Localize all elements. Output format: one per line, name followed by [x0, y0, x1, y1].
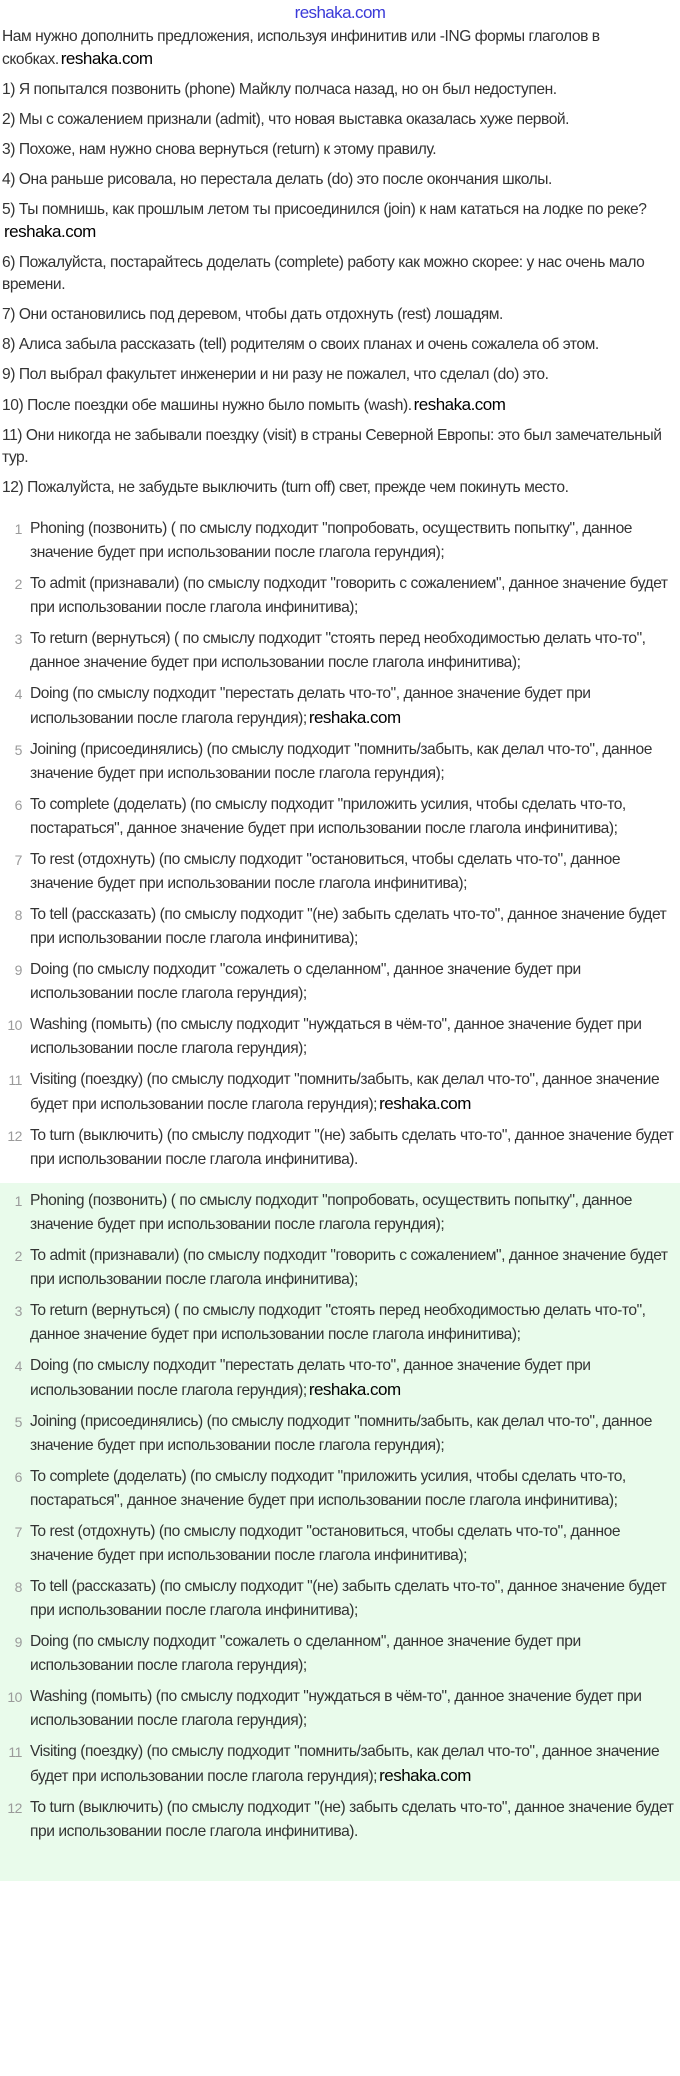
answer-item	[0, 1299, 680, 1347]
question: 9) Пол выбрал факультет инженерии и ни разу не пожалел, что сделал (do) это.	[2, 366, 549, 383]
answer-body	[30, 1630, 674, 1678]
answer-text: To admit (признавали) (по смыслу подходит "говорить с сожалением", данное значение будет при использовании после глагола инфинитива);	[30, 1247, 668, 1288]
question-text: 10) После поездки обе машины нужно было помыть (wash).	[2, 397, 412, 414]
answer-body	[30, 572, 674, 620]
answer-text: Washing (помыть) (по смыслу подходит "нуждаться в чём-то", данное значение будет при использовании после глагола герундия);	[30, 1016, 642, 1057]
watermark: reshaka.com	[308, 1380, 401, 1399]
answer-body	[30, 517, 674, 565]
answer-body	[30, 1013, 674, 1061]
answer-body	[30, 958, 674, 1006]
answer-text: To tell (рассказать) (по смыслу подходит "(не) забыть сделать что-то", данное значение будет при использовании после глагола инфинитива);	[30, 906, 667, 947]
question	[2, 199, 674, 244]
answer-number: 10	[7, 1017, 22, 1033]
watermark: reshaka.com	[308, 708, 401, 727]
answer-item	[0, 1685, 680, 1733]
answer-text: Washing (помыть) (по смыслу подходит "нуждаться в чём-то", данное значение будет при использовании после глагола герундия);	[30, 1688, 642, 1729]
answer-item	[0, 1354, 680, 1403]
watermark: reshaka.com	[379, 1766, 471, 1785]
question	[2, 394, 674, 417]
answer-text: To turn (выключить) (по смыслу подходит "(не) забыть сделать что-то", данное значение будет при использовании после глагола инфинитива).	[30, 1799, 674, 1840]
answer-text: Phoning (позвонить) ( по смыслу подходит "попробовать, осуществить попытку", данное значение будет при использовании после глагола герундия);	[30, 1192, 633, 1233]
answer-body	[30, 1520, 674, 1568]
answer-text: Visiting (поездку) (по смыслу подходит "помнить/забыть, как делал что-то", данное значение будет при использовании после глагола герундия);	[30, 1743, 660, 1785]
answer-text: To rest (отдохнуть) (по смыслу подходит "остановиться, чтобы сделать что-то", данное значение будет при использовании после глагола инфинитива);	[30, 851, 621, 892]
task-questions	[0, 24, 680, 511]
answer-item	[0, 903, 680, 951]
watermark: reshaka.com	[60, 49, 153, 68]
question: 12) Пожалуйста, не забудьте выключить (turn off) свет, прежде чем покинуть место.	[2, 479, 569, 496]
answer-number: 2	[14, 576, 22, 592]
answer-text: To complete (доделать) (по смыслу подходит "приложить усилия, чтобы сделать что-то, постараться", данное значение будет при использовании после глагола инфинитива);	[30, 796, 626, 837]
answer-number: 5	[14, 1414, 22, 1430]
answer-text: Doing (по смыслу подходит "перестать делать что-то", данное значение будет при использовании после глагола герундия);	[30, 685, 591, 727]
answer-item	[0, 793, 680, 841]
answer-text: To rest (отдохнуть) (по смыслу подходит "остановиться, чтобы сделать что-то", данное значение будет при использовании после глагола инфинитива);	[30, 1523, 621, 1564]
answer-body	[30, 627, 674, 675]
answer-body	[30, 1244, 674, 1292]
answer-number: 12	[7, 1800, 22, 1816]
answer-number: 3	[14, 1303, 22, 1319]
answer-body	[30, 793, 674, 841]
answer-text: Phoning (позвонить) ( по смыслу подходит "попробовать, осуществить попытку", данное значение будет при использовании после глагола герундия);	[30, 520, 633, 561]
answer-body	[30, 738, 674, 786]
question: 1) Я попытался позвонить (phone) Майклу полчаса назад, но он был недоступен.	[2, 81, 557, 98]
answer-body	[30, 1465, 674, 1513]
answer-item	[0, 1796, 680, 1844]
answer-item	[0, 572, 680, 620]
answer-item	[0, 1013, 680, 1061]
answer-number: 11	[8, 1072, 22, 1088]
answer-text: Doing (по смыслу подходит "сожалеть о сделанном", данное значение будет при использовании после глагола герундия);	[30, 961, 581, 1002]
answer-item	[0, 1740, 680, 1789]
answer-text: Joining (присоединялись) (по смыслу подходит "помнить/забыть, как делал что-то", данное значение будет при использовании после глагола герундия);	[30, 1413, 652, 1454]
answer-text: To return (вернуться) ( по смыслу подходит "стоять перед необходимостью делать что-то", данное значение будет при использовании после глагола инфинитива);	[30, 1302, 646, 1343]
answers-list	[0, 511, 680, 1183]
answer-item	[0, 1244, 680, 1292]
answer-body	[30, 1796, 674, 1844]
answer-number: 7	[14, 852, 22, 868]
answer-text: Joining (присоединялись) (по смыслу подходит "помнить/забыть, как делал что-то", данное значение будет при использовании после глагола герундия);	[30, 741, 652, 782]
answer-body	[30, 1299, 674, 1347]
answer-text: To admit (признавали) (по смыслу подходит "говорить с сожалением", данное значение будет при использовании после глагола инфинитива);	[30, 575, 668, 616]
answer-item	[0, 1575, 680, 1623]
answer-body	[30, 1354, 674, 1403]
question: 11) Они никогда не забывали поездку (visit) в страны Северной Европы: это был замечательный тур.	[2, 427, 662, 466]
answer-item	[0, 958, 680, 1006]
answer-item	[0, 848, 680, 896]
answer-item	[0, 1465, 680, 1513]
watermark: reshaka.com	[4, 222, 96, 241]
question-text: 5) Ты помнишь, как прошлым летом ты присоединился (join) к нам кататься на лодке по реке?	[2, 201, 647, 218]
question: 4) Она раньше рисовала, но перестала делать (do) это после окончания школы.	[2, 171, 552, 188]
answer-body	[30, 1740, 674, 1789]
question: 3) Похоже, нам нужно снова вернуться (return) к этому правилу.	[2, 141, 437, 158]
answer-number: 3	[14, 631, 22, 647]
answer-text: Visiting (поездку) (по смыслу подходит "помнить/забыть, как делал что-то", данное значение будет при использовании после глагола герундия);	[30, 1071, 660, 1113]
answer-text: Doing (по смыслу подходит "сожалеть о сделанном", данное значение будет при использовании после глагола герундия);	[30, 1633, 581, 1674]
answer-number: 4	[14, 1358, 22, 1374]
answer-number: 2	[14, 1248, 22, 1264]
answer-number: 6	[14, 797, 22, 813]
answer-item	[0, 682, 680, 731]
answer-number: 8	[14, 907, 22, 923]
site-logo-link[interactable]: reshaka.com	[294, 3, 386, 22]
answer-text: To return (вернуться) ( по смыслу подходит "стоять перед необходимостью делать что-то", данное значение будет при использовании после глагола инфинитива);	[30, 630, 646, 671]
answer-number: 11	[8, 1744, 22, 1760]
answer-body	[30, 848, 674, 896]
answer-body	[30, 1575, 674, 1623]
answer-number: 4	[14, 686, 22, 702]
answer-item	[0, 517, 680, 565]
question: 2) Мы с сожалением признали (admit), что новая выставка оказалась хуже первой.	[2, 111, 570, 128]
answer-item	[0, 1124, 680, 1172]
task-intro-paragraph	[2, 26, 674, 71]
answer-text: To complete (доделать) (по смыслу подходит "приложить усилия, чтобы сделать что-то, постараться", данное значение будет при использовании после глагола инфинитива);	[30, 1468, 626, 1509]
watermark: reshaka.com	[413, 395, 506, 414]
answer-text: Doing (по смыслу подходит "перестать делать что-то", данное значение будет при использовании после глагола герундия);	[30, 1357, 591, 1399]
answer-body	[30, 1068, 674, 1117]
answer-number: 10	[7, 1689, 22, 1705]
answer-item	[0, 1410, 680, 1458]
answer-body	[30, 1124, 674, 1172]
answer-body	[30, 1410, 674, 1458]
answer-text: To turn (выключить) (по смыслу подходит "(не) забыть сделать что-то", данное значение будет при использовании после глагола инфинитива).	[30, 1127, 674, 1168]
answers-list-highlighted	[0, 1183, 680, 1881]
question: 8) Алиса забыла рассказать (tell) родителям о своих планах и очень сожалела об этом.	[2, 336, 599, 353]
question: 6) Пожалуйста, постарайтесь доделать (complete) работу как можно скорее: у нас очень мало времени.	[2, 254, 645, 293]
answer-item	[0, 1630, 680, 1678]
answer-body	[30, 682, 674, 731]
answer-body	[30, 1685, 674, 1733]
answer-item	[0, 1068, 680, 1117]
answer-number: 1	[14, 521, 22, 537]
watermark: reshaka.com	[379, 1094, 471, 1113]
answer-number: 7	[14, 1524, 22, 1540]
question: 7) Они остановились под деревом, чтобы дать отдохнуть (rest) лошадям.	[2, 306, 503, 323]
answer-item	[0, 1189, 680, 1237]
answer-body	[30, 1189, 674, 1237]
answer-body	[30, 903, 674, 951]
answer-number: 9	[14, 962, 22, 978]
answer-number: 5	[14, 742, 22, 758]
answer-text: To tell (рассказать) (по смыслу подходит "(не) забыть сделать что-то", данное значение будет при использовании после глагола инфинитива);	[30, 1578, 667, 1619]
answer-number: 9	[14, 1634, 22, 1650]
answer-number: 12	[7, 1128, 22, 1144]
answer-item	[0, 738, 680, 786]
answer-item	[0, 1520, 680, 1568]
answer-number: 8	[14, 1579, 22, 1595]
answer-item	[0, 627, 680, 675]
task-intro: Нам нужно дополнить предложения, используя инфинитив или -ING формы глаголов в скобках.	[2, 28, 600, 68]
answer-number: 6	[14, 1469, 22, 1485]
answer-number: 1	[14, 1193, 22, 1209]
